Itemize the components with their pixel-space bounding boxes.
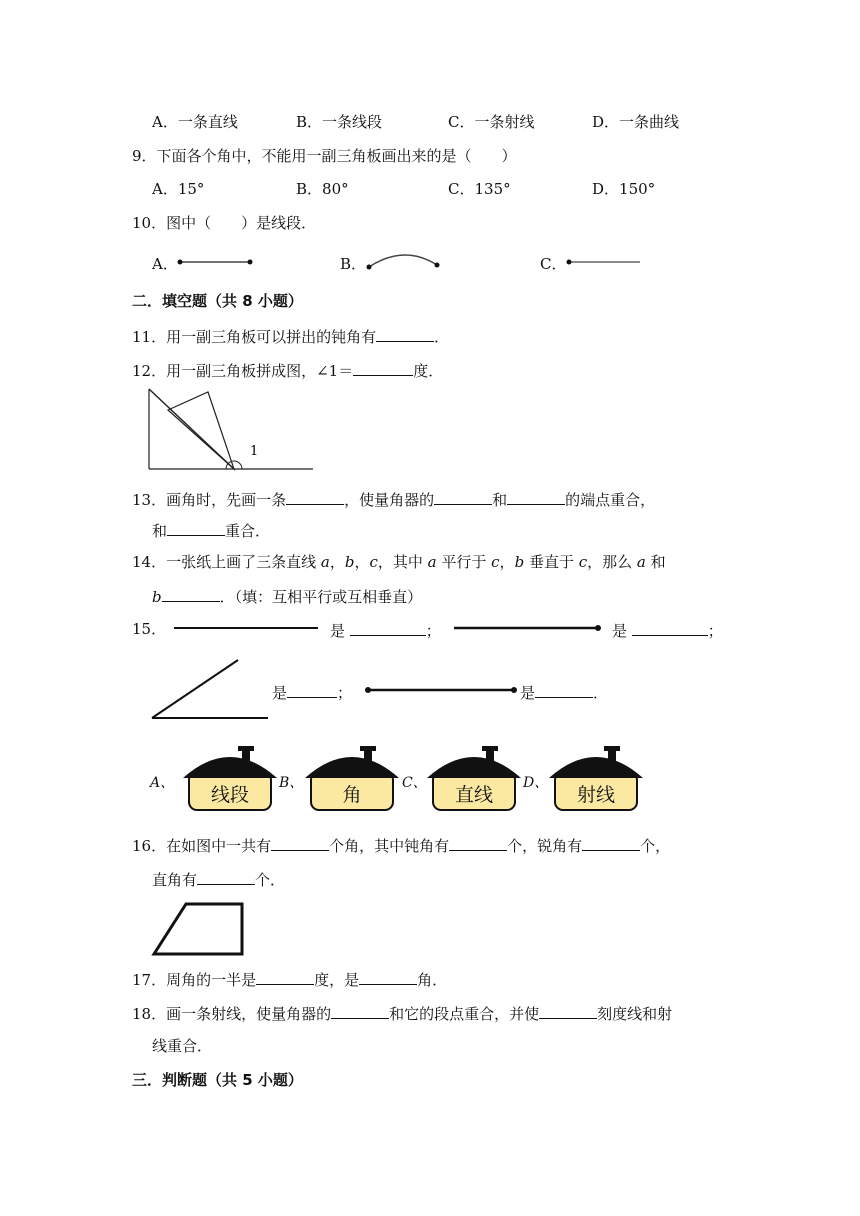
q14-var: b	[152, 588, 162, 606]
q16-text-e: 直角有	[152, 871, 198, 889]
q15-blank-1[interactable]	[350, 619, 426, 636]
q13-text-e: 和	[152, 522, 168, 540]
q16-blank-2[interactable]	[449, 834, 507, 851]
q12	[132, 359, 443, 381]
q13-text-c: 和	[492, 491, 508, 509]
q14-hint: ．（填：互相平行或互相垂直）	[219, 588, 423, 606]
q9-option-a: A．15°	[152, 180, 205, 198]
q16-line2	[152, 868, 285, 890]
q14-sep: ，	[354, 553, 370, 571]
q17-text-a: 17．周角的一半是	[132, 971, 257, 989]
q15-number: 15．	[132, 620, 167, 638]
q11-text: 11．用一副三角板可以拼出的钝角有	[132, 328, 377, 346]
q14-line2	[152, 585, 422, 607]
q13-blank-2[interactable]	[434, 488, 492, 505]
q14-var: a	[636, 553, 646, 571]
q8-option-a: A．一条直线	[152, 113, 238, 131]
q14-text: ，那么	[587, 553, 637, 571]
q15-segment-figure	[364, 683, 520, 697]
q17-text-c: 角．	[417, 971, 448, 989]
q14-text: 垂直于	[524, 553, 579, 571]
q11-answer-blank[interactable]	[376, 325, 434, 342]
q16-text-f: 个．	[255, 871, 286, 889]
q14-var: c	[578, 553, 588, 571]
section-2-heading: 二．填空题（共 8 小题）	[132, 292, 303, 310]
q16-text-d: 个，	[640, 837, 671, 855]
q16-blank-4[interactable]	[197, 868, 255, 885]
q8-option-d: D．一条曲线	[592, 113, 680, 131]
q18-line1	[132, 1002, 672, 1024]
q17-blank-2[interactable]	[359, 968, 417, 985]
q15-letter-c: C、	[402, 775, 427, 791]
q9-stem: 9．下面各个角中，不能用一副三角板画出来的是（ ）	[132, 147, 517, 165]
q9-option-c: C．135°	[448, 180, 511, 198]
q15-blank-3[interactable]	[287, 681, 337, 698]
q17-blank-1[interactable]	[256, 968, 314, 985]
q18-line2: 线重合．	[152, 1037, 213, 1055]
q18-text-b: 和它的段点重合，并使	[389, 1005, 540, 1023]
house-icon[interactable]	[546, 742, 646, 816]
q16-blank-3[interactable]	[582, 834, 640, 851]
q9-option-b: B．80°	[296, 180, 349, 198]
q15-blank-group-2	[612, 619, 723, 641]
q14-text: ，	[499, 553, 515, 571]
q16-trapezoid-figure	[150, 900, 248, 958]
q18-text-c: 刻度线和射	[597, 1005, 673, 1023]
q15-angle-figure	[148, 656, 272, 724]
q15-end: ．	[593, 684, 609, 702]
q13-text-a: 13．画角时，先画一条	[132, 491, 287, 509]
house-label-ray: 射线	[576, 784, 616, 806]
q18-blank-1[interactable]	[331, 1002, 389, 1019]
q15-is: 是	[330, 622, 346, 640]
q14-var: c	[369, 553, 378, 571]
q15-blank-2[interactable]	[632, 619, 708, 636]
q11-end: ．	[434, 328, 450, 346]
q14-var: b	[344, 553, 355, 571]
q14-text: ，其中	[377, 553, 428, 571]
house-icon[interactable]	[302, 742, 402, 816]
q16-blank-1[interactable]	[271, 834, 329, 851]
q17	[132, 968, 447, 990]
q15-blank-group-4	[520, 681, 608, 703]
q10-option-b: B．	[340, 255, 367, 273]
q14-sep: ，	[329, 553, 345, 571]
q15-semi: ；	[425, 622, 441, 640]
q18-blank-2[interactable]	[539, 1002, 597, 1019]
q15-straight-line-figure	[172, 621, 322, 635]
q10-option-a: A．	[152, 255, 178, 273]
q11	[132, 325, 449, 347]
q14-var: c	[491, 553, 500, 571]
q14-line1	[132, 552, 666, 572]
q16-line1	[132, 834, 670, 856]
q15-ray-figure-1	[452, 621, 606, 635]
q15-is: 是	[520, 684, 536, 702]
q10-option-c: C．	[540, 255, 567, 273]
q13-line2	[152, 519, 270, 541]
q10-figure-c-ray	[564, 255, 644, 269]
q16-text-c: 个，锐角有	[507, 837, 583, 855]
q17-text-b: 度，是	[314, 971, 360, 989]
q15-letter-d: D、	[523, 775, 549, 791]
section-3-heading: 三．判断题（共 5 小题）	[132, 1071, 303, 1089]
q15-semi: ；	[337, 684, 353, 702]
house-label-angle: 角	[342, 784, 362, 806]
q14-var: b	[514, 553, 525, 571]
q14-text: 14．一张纸上画了三条直线	[132, 553, 321, 571]
q18-text-a: 18．画一条射线，使量角器的	[132, 1005, 332, 1023]
house-label-line: 直线	[454, 784, 494, 806]
q15-letter-b: B、	[279, 775, 304, 791]
q13-text-d: 的端点重合，	[565, 491, 656, 509]
q15-semi: ；	[707, 622, 723, 640]
q14-var: a	[320, 553, 330, 571]
q16-text-a: 16．在如图中一共有	[132, 837, 272, 855]
q15-blank-group-1	[330, 619, 441, 641]
q15-blank-group-3	[272, 681, 352, 703]
q10-figure-b-curve	[364, 250, 444, 272]
q12-text: 12．用一副三角板拼成图，∠1＝	[132, 362, 354, 380]
q12-angle-label: 1	[250, 444, 259, 459]
q9-option-d: D．150°	[592, 180, 656, 198]
q14-answer-blank[interactable]	[162, 585, 220, 602]
house-label-segment: 线段	[210, 784, 250, 806]
q15-letter-a: A、	[150, 775, 175, 791]
q13-text-b: ，使量角器的	[344, 491, 435, 509]
q8-option-c: C．一条射线	[448, 113, 535, 131]
q12-end: 度．	[413, 362, 444, 380]
q14-var: a	[427, 553, 437, 571]
house-icon[interactable]	[424, 742, 524, 816]
q13-line1	[132, 488, 655, 510]
q8-option-b: B．一条线段	[296, 113, 383, 131]
q10-figure-a-segment	[176, 255, 256, 269]
q14-text: 和	[645, 553, 666, 571]
q13-blank-4[interactable]	[167, 519, 225, 536]
q13-blank-3[interactable]	[507, 488, 565, 505]
q13-blank-1[interactable]	[286, 488, 344, 505]
q12-answer-blank[interactable]	[353, 359, 413, 376]
q15-blank-4[interactable]	[535, 681, 593, 698]
q15-is: 是	[272, 684, 288, 702]
q12-triangle-figure	[146, 386, 316, 474]
q15-is: 是	[612, 622, 628, 640]
q14-text: 平行于	[436, 553, 492, 571]
q13-text-f: 重合．	[225, 522, 271, 540]
house-icon[interactable]	[180, 742, 280, 816]
q10-stem: 10．图中（ ）是线段．	[132, 214, 317, 232]
q16-text-b: 个角，其中钝角有	[329, 837, 450, 855]
